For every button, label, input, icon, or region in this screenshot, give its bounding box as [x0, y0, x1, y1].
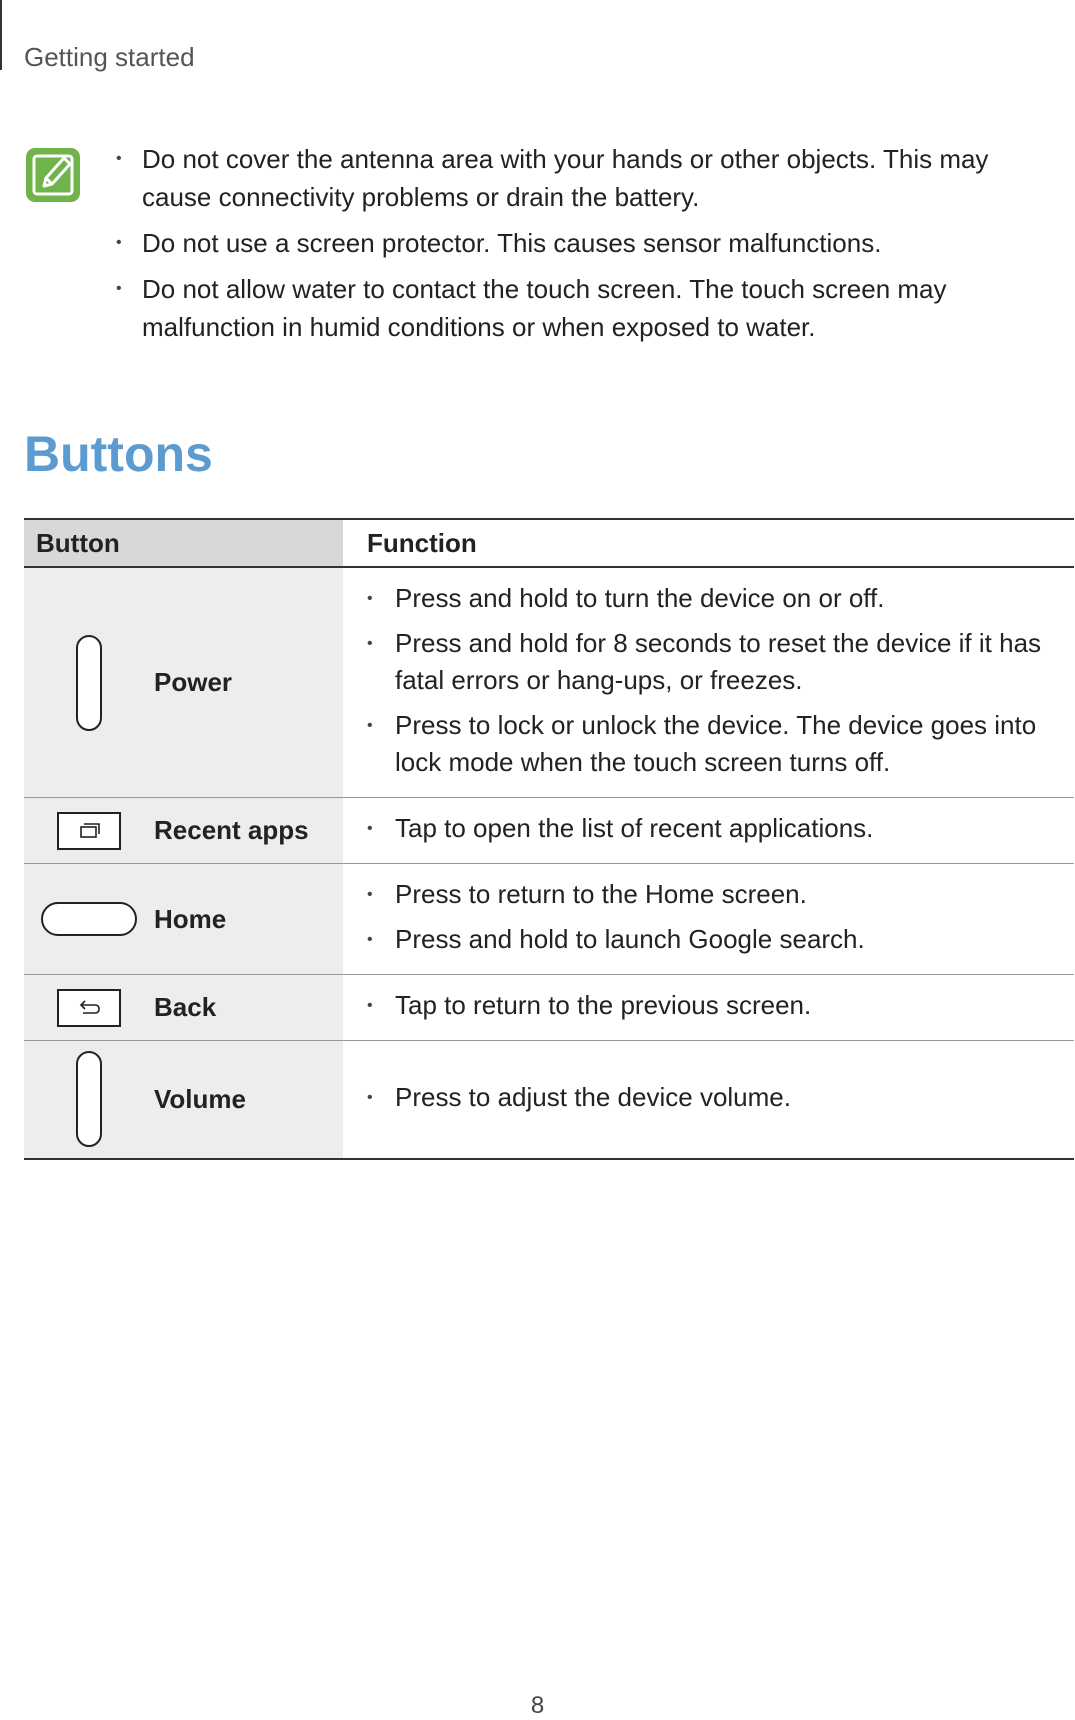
recent-apps-key-icon: [57, 812, 121, 850]
function-item: • Press to return to the Home screen.: [395, 876, 1062, 913]
volume-key-icon: [74, 1049, 104, 1149]
button-cell: [24, 567, 343, 798]
function-list: [367, 1079, 1062, 1116]
table-row: [24, 864, 1074, 975]
note-pencil-icon: [24, 146, 82, 204]
button-name: Recent apps: [154, 815, 309, 845]
note-list: [24, 140, 1064, 346]
table-row: [24, 975, 1074, 1041]
button-cell: [24, 864, 343, 975]
column-header-button: Button: [24, 519, 343, 567]
function-list: [367, 580, 1062, 781]
button-name: Power: [154, 667, 233, 697]
table-row: [24, 567, 1074, 798]
button-name: Back: [154, 992, 217, 1022]
button-cell: [24, 798, 343, 864]
note-item: • Do not use a screen protector. This causes sensor malfunctions.: [142, 224, 1064, 262]
function-list: [367, 987, 1062, 1024]
function-cell: [343, 1041, 1074, 1159]
function-cell: [343, 864, 1074, 975]
function-item: • Press and hold for 8 seconds to reset the device if it has fatal errors or hang-ups, or freezes.: [395, 625, 1062, 699]
note-item: • Do not allow water to contact the touch screen. The touch screen may malfunction in humid conditions or when exposed to water.: [142, 270, 1064, 346]
header-rule: [0, 0, 2, 70]
table-row: [24, 1041, 1074, 1159]
button-cell: [24, 1041, 343, 1159]
note-item: • Do not cover the antenna area with your hands or other objects. This may cause connectivity problems or drain the battery.: [142, 140, 1064, 216]
function-item: • Press and hold to launch Google search.: [395, 921, 1062, 958]
function-item: • Tap to return to the previous screen.: [395, 987, 1062, 1024]
running-header: Getting started: [24, 42, 195, 72]
function-cell: [343, 567, 1074, 798]
function-cell: [343, 975, 1074, 1041]
table-row: [24, 798, 1074, 864]
buttons-table: [24, 518, 1074, 1160]
function-cell: [343, 798, 1074, 864]
back-key-icon: [57, 989, 121, 1027]
function-item: • Tap to open the list of recent applications.: [395, 810, 1062, 847]
function-list: [367, 876, 1062, 958]
page-number: 8: [530, 1692, 545, 1719]
button-cell: [24, 975, 343, 1041]
section-title: Buttons: [24, 426, 213, 482]
function-item: • Press to adjust the device volume.: [395, 1079, 1062, 1116]
function-item: • Press and hold to turn the device on or off.: [395, 580, 1062, 617]
function-item: • Press to lock or unlock the device. The device goes into lock mode when the touch screen turns off.: [395, 707, 1062, 781]
button-name: Home: [154, 903, 227, 934]
power-key-icon: [74, 633, 104, 733]
column-header-function: Function: [343, 519, 1074, 567]
button-name: Volume: [154, 1083, 246, 1114]
table-header-row: [24, 519, 1074, 567]
note-block: [24, 140, 1064, 354]
function-list: [367, 810, 1062, 847]
home-key-icon: [40, 900, 138, 938]
